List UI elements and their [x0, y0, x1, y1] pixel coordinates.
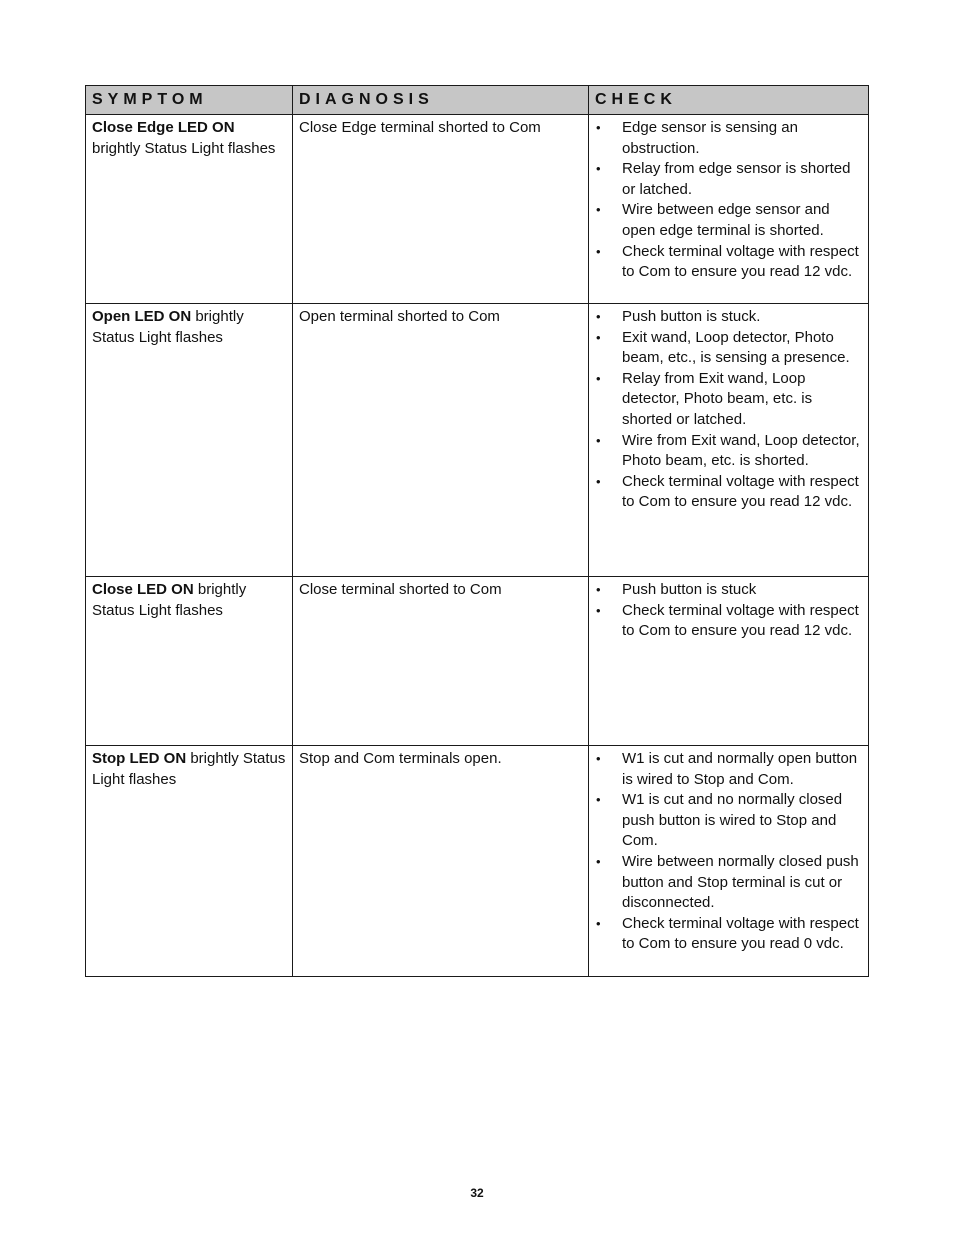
check-list	[595, 307, 862, 513]
table-row	[86, 115, 869, 304]
symptom-cell	[86, 304, 293, 577]
check-cell	[589, 746, 869, 977]
symptom-led: Close Edge LED ON	[92, 119, 235, 136]
header-diagnosis: DIAGNOSIS	[293, 86, 589, 115]
troubleshooting-table	[85, 85, 869, 977]
bullet-icon: •	[596, 370, 601, 386]
check-list	[595, 580, 862, 642]
check-item: • Wire between edge sensor and open edge terminal is shorted.	[596, 201, 830, 239]
table-header-row	[86, 86, 869, 115]
symptom-text: brightly Status Light flashes	[92, 139, 276, 157]
symptom-text: brightly Status Light flashes	[92, 581, 247, 619]
diagnosis-cell: Close terminal shorted to Com	[293, 577, 589, 746]
check-cell	[589, 304, 869, 577]
check-list	[595, 749, 862, 955]
bullet-icon: •	[596, 602, 601, 618]
bullet-icon: •	[596, 473, 601, 489]
bullet-icon: •	[596, 751, 601, 766]
bullet-icon: •	[596, 120, 601, 135]
table-row	[86, 746, 869, 977]
check-item: • Check terminal voltage with respect to Com to ensure you read 0 vdc.	[596, 914, 859, 953]
table-row	[86, 304, 869, 577]
check-item: • W1 is cut and no normally closed push button is wired to Stop and Com.	[596, 791, 843, 850]
symptom-text: brightly Status Light flashes	[92, 308, 244, 346]
bullet-icon: •	[596, 582, 601, 597]
check-cell	[589, 115, 869, 304]
symptom-cell	[86, 115, 293, 304]
bullet-icon: •	[596, 243, 601, 259]
check-item: • Push button is stuck.	[595, 307, 862, 328]
check-item: • Check terminal voltage with respect to Com to ensure you read 12 vdc.	[596, 601, 859, 640]
diagnosis-cell: Open terminal shorted to Com	[293, 304, 589, 577]
check-item: • Relay from edge sensor is shorted or latched.	[596, 160, 851, 198]
check-item: • Edge sensor is sensing an obstruction.	[596, 119, 798, 157]
page-number: 32	[470, 1186, 484, 1200]
bullet-icon: •	[596, 853, 601, 869]
bullet-icon: •	[596, 202, 601, 218]
check-item: • Push button is stuck	[595, 580, 862, 601]
bullet-icon: •	[596, 432, 601, 448]
header-check: CHECK	[589, 86, 869, 115]
bullet-icon: •	[596, 309, 601, 324]
diagnosis-cell: Stop and Com terminals open.	[293, 746, 589, 977]
check-cell	[589, 577, 869, 746]
header-symptom: SYMPTOM	[86, 86, 293, 115]
bullet-icon: •	[596, 329, 601, 345]
symptom-text: brightly Status Light flashes	[92, 750, 286, 788]
diagnosis-cell: Close Edge terminal shorted to Com	[293, 115, 589, 304]
check-list	[595, 118, 862, 283]
check-item: • Check terminal voltage with respect to Com to ensure you read 12 vdc.	[596, 472, 859, 511]
check-item: • Check terminal voltage with respect to Com to ensure you read 12 vdc.	[596, 242, 859, 281]
check-item: • W1 is cut and normally open button is wired to Stop and Com.	[596, 750, 858, 788]
table-row	[86, 577, 869, 746]
symptom-cell	[86, 577, 293, 746]
check-item: • Relay from Exit wand, Loop detector, Photo beam, etc. is shorted or latched.	[596, 369, 813, 428]
check-item: • Exit wand, Loop detector, Photo beam, etc., is sensing a presence.	[596, 328, 850, 367]
bullet-icon: •	[596, 915, 601, 931]
bullet-icon: •	[596, 792, 601, 808]
check-item: • Wire between normally closed push button and Stop terminal is cut or disconnected.	[596, 852, 859, 912]
check-item: • Wire from Exit wand, Loop detector, Photo beam, etc. is shorted.	[596, 431, 860, 470]
symptom-led: Open LED ON	[92, 308, 192, 325]
symptom-cell	[86, 746, 293, 977]
symptom-led: Stop LED ON	[92, 750, 187, 767]
symptom-led: Close LED ON	[92, 581, 194, 598]
bullet-icon: •	[596, 161, 601, 177]
